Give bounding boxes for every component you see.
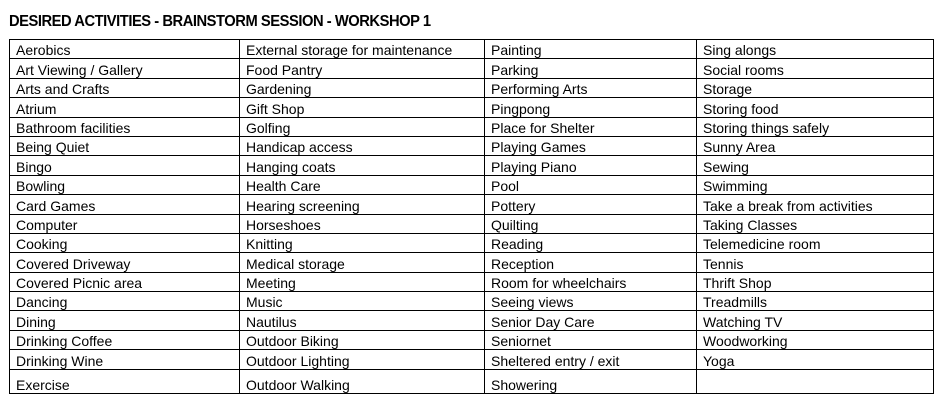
table-cell: Dancing xyxy=(10,292,240,311)
table-cell: Hanging coats xyxy=(240,156,485,175)
table-cell: Knitting xyxy=(240,233,485,252)
table-cell: Social rooms xyxy=(697,59,934,78)
table-row xyxy=(10,330,934,349)
activities-table xyxy=(9,39,934,394)
table-cell: Reading xyxy=(485,233,697,252)
table-cell: Outdoor Walking xyxy=(240,369,485,393)
table-row xyxy=(10,40,934,59)
table-cell: Showering xyxy=(485,369,697,393)
table-row xyxy=(10,311,934,330)
table-cell: Sunny Area xyxy=(697,136,934,155)
table-row xyxy=(10,117,934,136)
table-cell: Storage xyxy=(697,78,934,97)
table-cell: Drinking Coffee xyxy=(10,330,240,349)
table-cell: Playing Games xyxy=(485,136,697,155)
table-row xyxy=(10,136,934,155)
table-cell: Storing things safely xyxy=(697,117,934,136)
table-cell: Meeting xyxy=(240,272,485,291)
table-cell: Pottery xyxy=(485,195,697,214)
table-cell: Bathroom facilities xyxy=(10,117,240,136)
table-cell: Take a break from activities xyxy=(697,195,934,214)
table-cell: Food Pantry xyxy=(240,59,485,78)
table-row xyxy=(10,292,934,311)
table-row xyxy=(10,195,934,214)
table-cell: Place for Shelter xyxy=(485,117,697,136)
table-cell: Seniornet xyxy=(485,330,697,349)
table-row xyxy=(10,233,934,252)
table-cell: Woodworking xyxy=(697,330,934,349)
table-cell: Being Quiet xyxy=(10,136,240,155)
table-cell: Bingo xyxy=(10,156,240,175)
table-cell: Arts and Crafts xyxy=(10,78,240,97)
table-cell: Pool xyxy=(485,175,697,194)
table-cell: Atrium xyxy=(10,98,240,117)
table-cell: Computer xyxy=(10,214,240,233)
table-cell: Health Care xyxy=(240,175,485,194)
table-cell: Quilting xyxy=(485,214,697,233)
table-cell: Cooking xyxy=(10,233,240,252)
table-cell: Drinking Wine xyxy=(10,350,240,369)
table-cell: Reception xyxy=(485,253,697,272)
table-cell: Tennis xyxy=(697,253,934,272)
page-title: DESIRED ACTIVITIES - BRAINSTORM SESSION - WORKSHOP 1 xyxy=(9,13,431,30)
table-cell: Card Games xyxy=(10,195,240,214)
table-cell: Treadmills xyxy=(697,292,934,311)
table-cell: Watching TV xyxy=(697,311,934,330)
table-cell: Swimming xyxy=(697,175,934,194)
table-cell: Telemedicine room xyxy=(697,233,934,252)
table-cell: Yoga xyxy=(697,350,934,369)
table-cell: Taking Classes xyxy=(697,214,934,233)
table-cell: Parking xyxy=(485,59,697,78)
table-cell: Aerobics xyxy=(10,40,240,59)
table-row xyxy=(10,98,934,117)
table-cell: Handicap access xyxy=(240,136,485,155)
table-row xyxy=(10,175,934,194)
table-cell: Music xyxy=(240,292,485,311)
table-cell: Sing alongs xyxy=(697,40,934,59)
table-cell: Golfing xyxy=(240,117,485,136)
table-cell: Pingpong xyxy=(485,98,697,117)
table-cell: Covered Picnic area xyxy=(10,272,240,291)
table-row xyxy=(10,369,934,393)
table-cell: Nautilus xyxy=(240,311,485,330)
table-cell: Outdoor Biking xyxy=(240,330,485,349)
table-row xyxy=(10,214,934,233)
table-cell: Gardening xyxy=(240,78,485,97)
table-cell: Room for wheelchairs xyxy=(485,272,697,291)
table-cell: Storing food xyxy=(697,98,934,117)
table-row xyxy=(10,350,934,369)
table-row xyxy=(10,253,934,272)
table-cell: Thrift Shop xyxy=(697,272,934,291)
table-cell: Bowling xyxy=(10,175,240,194)
table-row xyxy=(10,272,934,291)
table-cell: Sewing xyxy=(697,156,934,175)
table-cell: Gift Shop xyxy=(240,98,485,117)
table-cell: Exercise xyxy=(10,369,240,393)
table-cell xyxy=(697,369,934,393)
table-cell: Dining xyxy=(10,311,240,330)
table-cell: Hearing screening xyxy=(240,195,485,214)
table-cell: Medical storage xyxy=(240,253,485,272)
table-cell: Outdoor Lighting xyxy=(240,350,485,369)
table-cell: Covered Driveway xyxy=(10,253,240,272)
table-cell: Horseshoes xyxy=(240,214,485,233)
table-cell: Performing Arts xyxy=(485,78,697,97)
table-cell: Painting xyxy=(485,40,697,59)
activities-table-body xyxy=(10,40,934,394)
table-cell: Art Viewing / Gallery xyxy=(10,59,240,78)
table-cell: Sheltered entry / exit xyxy=(485,350,697,369)
table-row xyxy=(10,59,934,78)
table-cell: External storage for maintenance xyxy=(240,40,485,59)
table-cell: Playing Piano xyxy=(485,156,697,175)
table-cell: Seeing views xyxy=(485,292,697,311)
table-cell: Senior Day Care xyxy=(485,311,697,330)
table-row xyxy=(10,156,934,175)
table-row xyxy=(10,78,934,97)
